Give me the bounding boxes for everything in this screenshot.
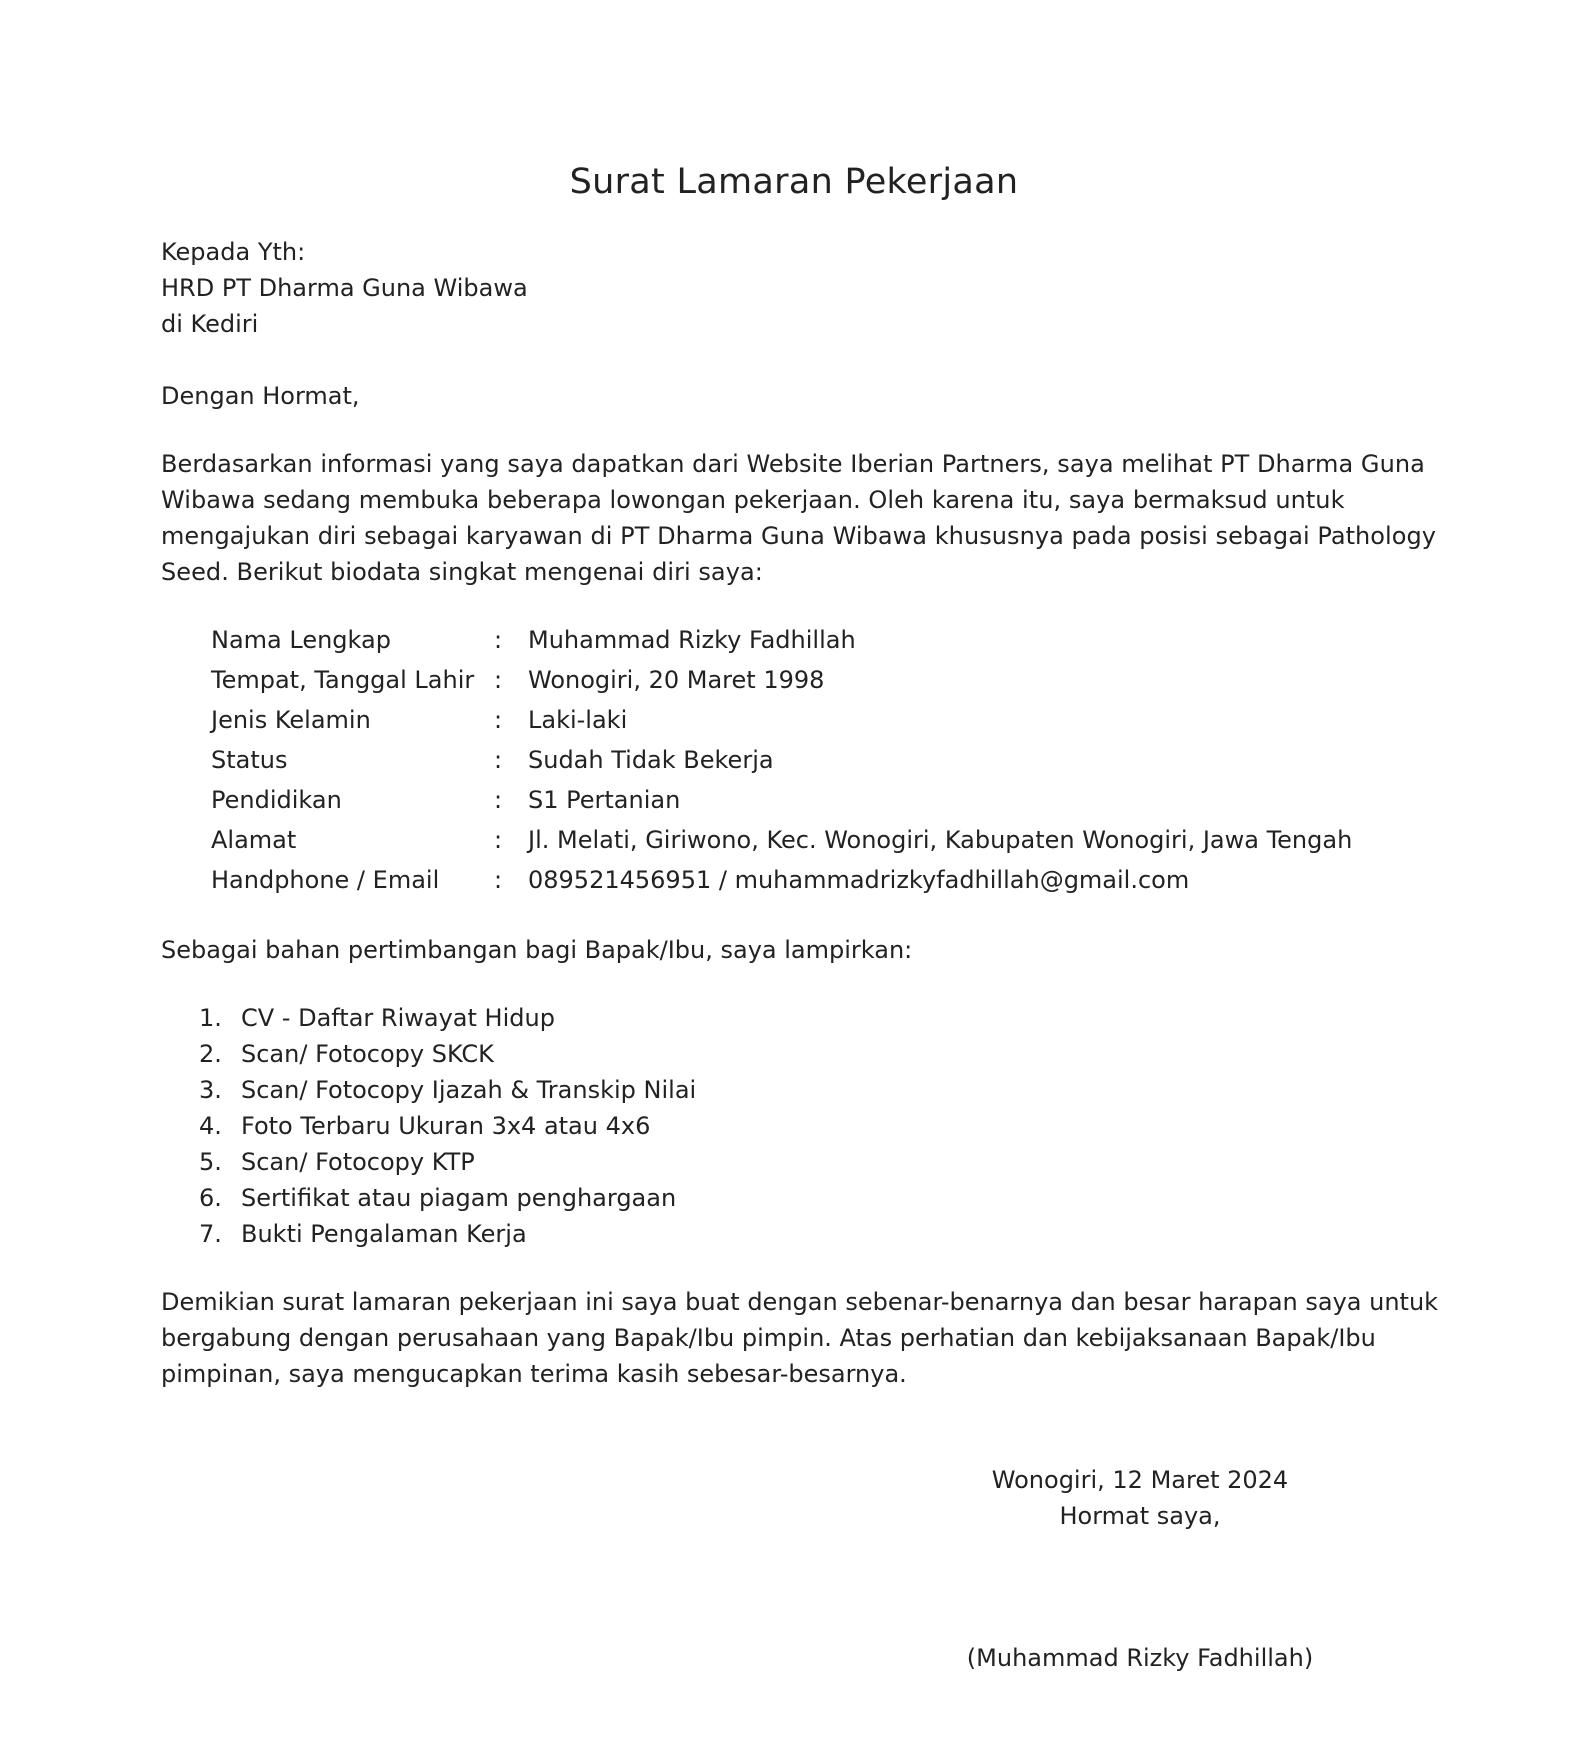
address-line: HRD PT Dharma Guna Wibawa <box>161 274 528 302</box>
attachments-list <box>199 1000 696 1252</box>
greeting: Dengan Hormat, <box>161 382 360 410</box>
list-item-text: Bukti Pengalaman Kerja <box>241 1220 527 1248</box>
list-item-text: Foto Terbaru Ukuran 3x4 atau 4x6 <box>241 1112 651 1140</box>
biodata-row <box>211 700 1352 740</box>
biodata-separator: : <box>494 786 503 814</box>
biodata-row <box>211 660 1352 700</box>
list-item <box>199 1144 696 1180</box>
biodata-value: Jl. Melati, Giriwono, Kec. Wonogiri, Kabupaten Wonogiri, Jawa Tengah <box>528 826 1353 854</box>
list-item <box>199 1000 696 1036</box>
list-item-number: 3. <box>199 1076 222 1104</box>
list-item-text: Sertifikat atau piagam penghargaan <box>241 1184 677 1212</box>
list-item-number: 1. <box>199 1004 222 1032</box>
biodata-separator: : <box>494 826 503 854</box>
signature-place-date: Wonogiri, 12 Maret 2024 <box>991 1466 1289 1494</box>
list-item-number: 2. <box>199 1040 222 1068</box>
biodata-value: Sudah Tidak Bekerja <box>528 746 774 774</box>
signature-name: (Muhammad Rizky Fadhillah) <box>966 1644 1314 1672</box>
recipient-address <box>161 234 1451 342</box>
biodata-separator: : <box>494 706 503 734</box>
biodata-row <box>211 620 1352 660</box>
biodata-value: Laki-laki <box>528 706 628 734</box>
list-item-number: 6. <box>199 1184 222 1212</box>
biodata-label: Nama Lengkap <box>211 626 391 654</box>
biodata-separator: : <box>494 866 503 894</box>
address-line: Kepada Yth: <box>161 238 306 266</box>
biodata-label: Jenis Kelamin <box>211 706 371 734</box>
list-item-text: Scan/ Fotocopy SKCK <box>241 1040 494 1068</box>
biodata-value: Wonogiri, 20 Maret 1998 <box>528 666 825 694</box>
list-item <box>199 1216 696 1252</box>
intro-paragraph: Berdasarkan informasi yang saya dapatkan dari Website Iberian Partners, saya melihat PT Dharma Guna Wibawa sedang membuka beberapa lowongan pekerjaan. Oleh karena itu, saya bermaksud untuk mengajukan diri sebagai karyawan di PT Dharma Guna Wibawa khususnya pada posisi sebagai Pathology Seed. Berikut biodata singkat mengenai diri saya: <box>161 450 1437 586</box>
biodata-label: Pendidikan <box>211 786 342 814</box>
biodata-label: Alamat <box>211 826 297 854</box>
list-item <box>199 1072 696 1108</box>
list-item-number: 4. <box>199 1112 222 1140</box>
address-line: di Kediri <box>161 310 259 338</box>
biodata-row <box>211 740 1352 780</box>
biodata-row <box>211 820 1352 860</box>
list-item-text: Scan/ Fotocopy KTP <box>241 1148 475 1176</box>
biodata-separator: : <box>494 666 503 694</box>
attachments-intro: Sebagai bahan pertimbangan bagi Bapak/Ibu, saya lampirkan: <box>161 936 913 964</box>
biodata-row <box>211 780 1352 820</box>
signature-regards: Hormat saya, <box>1059 1502 1221 1530</box>
biodata-row <box>211 860 1352 900</box>
biodata-separator: : <box>494 626 503 654</box>
list-item-text: Scan/ Fotocopy Ijazah & Transkip Nilai <box>241 1076 697 1104</box>
list-item <box>199 1036 696 1072</box>
closing-paragraph: Demikian surat lamaran pekerjaan ini saya buat dengan sebenar-benarnya dan besar harapan saya untuk bergabung dengan perusahaan yang Bapak/Ibu pimpin. Atas perhatian dan kebijaksanaan Bapak/Ibu pimpinan, saya mengucapkan terima kasih sebesar-besarnya. <box>161 1288 1439 1388</box>
biodata-label: Handphone / Email <box>211 866 440 894</box>
biodata-label: Status <box>211 746 288 774</box>
biodata-value: Muhammad Rizky Fadhillah <box>528 626 856 654</box>
list-item-text: CV - Daftar Riwayat Hidup <box>241 1004 555 1032</box>
biodata-separator: : <box>494 746 503 774</box>
list-item <box>199 1180 696 1216</box>
biodata-table <box>211 620 1352 900</box>
list-item-number: 7. <box>199 1220 222 1248</box>
biodata-label: Tempat, Tanggal Lahir <box>211 666 475 694</box>
biodata-value: S1 Pertanian <box>528 786 681 814</box>
letter-title: Surat Lamaran Pekerjaan <box>569 162 1019 202</box>
biodata-value: 089521456951 / muhammadrizkyfadhillah@gmail.com <box>528 866 1190 894</box>
list-item <box>199 1108 696 1144</box>
list-item-number: 5. <box>199 1148 222 1176</box>
